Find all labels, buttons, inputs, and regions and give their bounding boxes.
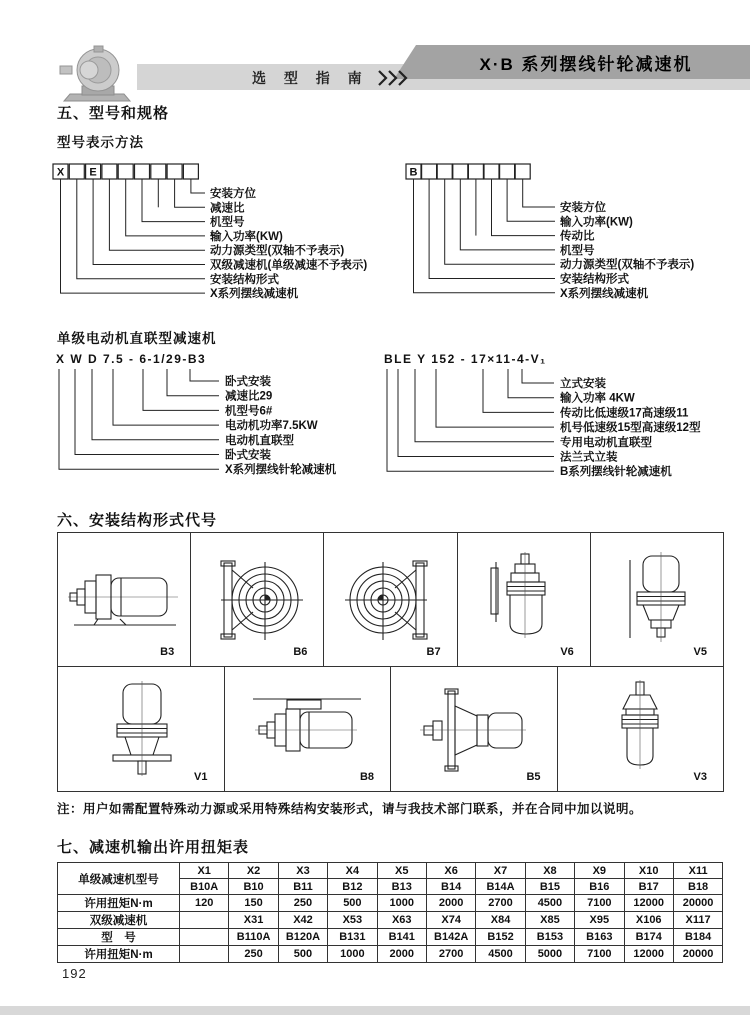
table-cell: X2 — [229, 863, 278, 879]
table-cell: X9 — [575, 863, 624, 879]
chevrons-icon — [377, 70, 411, 86]
table-cell: B131 — [328, 929, 377, 946]
mount-code-label: V5 — [693, 646, 708, 658]
table-cell: 500 — [278, 946, 327, 963]
table-cell: B174 — [624, 929, 673, 946]
x-series-code-diagram — [50, 155, 385, 305]
table-cell: X5 — [377, 863, 426, 879]
table-cell: 2000 — [426, 895, 475, 912]
svg-text:X系列摆线减速机: X系列摆线减速机 — [210, 288, 299, 301]
svg-text:电动机功率7.5KW: 电动机功率7.5KW — [225, 420, 318, 433]
table-cell: X95 — [575, 912, 624, 929]
table-cell: 12000 — [624, 946, 673, 963]
table-cell: 4500 — [476, 946, 525, 963]
model-method-subheading: 型号表示方法 — [57, 135, 144, 150]
svg-text:安装方位: 安装方位 — [560, 202, 606, 214]
table-cell: B14 — [426, 879, 475, 895]
table-cell: 1000 — [377, 895, 426, 912]
mount-cell-V1 — [58, 667, 224, 791]
svg-text:专用电动机直联型: 专用电动机直联型 — [560, 436, 652, 449]
table-cell: X42 — [278, 912, 327, 929]
svg-text:X: X — [56, 166, 65, 179]
guide-label: 选 型 指 南 — [252, 70, 369, 86]
mount-drawing-V6 — [464, 550, 584, 650]
table-cell: 250 — [278, 895, 327, 912]
mount-drawing-V3 — [580, 679, 700, 779]
table-cell: B12 — [328, 879, 377, 895]
table-cell: 12000 — [624, 895, 673, 912]
mount-cell-B7 — [323, 533, 456, 666]
svg-text:安装结构形式: 安装结构形式 — [210, 273, 279, 286]
svg-text:BLE Y 152 - 17×11-4-V₁: BLE Y 152 - 17×11-4-V₁ — [384, 352, 547, 366]
table-cell: X11 — [673, 863, 722, 879]
mount-code-label: V1 — [194, 771, 208, 783]
svg-text:输入功率(KW): 输入功率(KW) — [210, 230, 283, 243]
mount-cell-B5 — [390, 667, 557, 791]
mount-code-label: B3 — [160, 646, 175, 658]
svg-text:减速比29: 减速比29 — [225, 390, 273, 403]
mount-drawing-B6 — [197, 550, 317, 650]
table-cell: 许用扭矩N·m — [58, 895, 180, 912]
torque-table — [57, 862, 723, 963]
table-cell: X10 — [624, 863, 673, 879]
mount-code-label: B7 — [426, 646, 441, 658]
svg-text:机号低速级15型高速级12型: 机号低速级15型高速级12型 — [560, 422, 701, 435]
note-text: 注：用户如需配置特殊动力源或采用特殊结构安装形式，请与我技术部门联系，并在合同中加以说明。 — [57, 802, 643, 816]
mount-drawing-V1 — [81, 679, 201, 779]
table-cell: B141 — [377, 929, 426, 946]
svg-text:传动比: 传动比 — [560, 230, 595, 243]
table-cell: 2700 — [476, 895, 525, 912]
table-cell: 20000 — [673, 946, 722, 963]
table-cell: X84 — [476, 912, 525, 929]
page-title: X·B 系列摆线针轮减速机 — [479, 55, 693, 74]
table-cell: B120A — [278, 929, 327, 946]
table-cell — [180, 946, 229, 963]
table-cell: 250 — [229, 946, 278, 963]
reducer-photo — [58, 42, 138, 106]
table-cell: B10 — [229, 879, 278, 895]
table-cell: 7100 — [575, 895, 624, 912]
svg-text:传动比低速级17高速级11: 传动比低速级17高速级11 — [560, 407, 689, 420]
table-cell: B142A — [426, 929, 475, 946]
table-cell: 5000 — [525, 946, 574, 963]
svg-text:输入功率(KW): 输入功率(KW) — [560, 216, 633, 229]
table-cell: X3 — [278, 863, 327, 879]
table-cell: 双级减速机 — [58, 912, 180, 929]
svg-text:X系列摆线针轮减速机: X系列摆线针轮减速机 — [225, 464, 337, 477]
svg-text:B: B — [409, 166, 418, 179]
b-series-code-diagram — [378, 155, 738, 305]
table-cell: B152 — [476, 929, 525, 946]
svg-text:X W D 7.5 - 6-1/29-B3: X W D 7.5 - 6-1/29-B3 — [56, 352, 207, 366]
mount-cell-B8 — [224, 667, 391, 791]
svg-text:机型号6#: 机型号6# — [225, 405, 273, 418]
mount-cell-V3 — [557, 667, 724, 791]
svg-text:动力源类型(双轴不予表示): 动力源类型(双轴不予表示) — [210, 245, 345, 258]
ble-example-diagram — [378, 350, 743, 478]
table-cell: X63 — [377, 912, 426, 929]
mount-cell-B3 — [58, 533, 190, 666]
table-cell: 1000 — [328, 946, 377, 963]
table-cell: X7 — [476, 863, 525, 879]
mount-code-label: V6 — [560, 646, 574, 658]
svg-text:动力源类型(双轴不予表示): 动力源类型(双轴不予表示) — [560, 259, 695, 272]
table-cell: X31 — [229, 912, 278, 929]
mount-drawing-B8 — [247, 679, 367, 779]
table-cell: 4500 — [525, 895, 574, 912]
svg-text:E: E — [89, 166, 97, 179]
table-cell: X117 — [673, 912, 722, 929]
guide-label-group — [252, 66, 411, 90]
table-cell: B163 — [575, 929, 624, 946]
mount-code-label: B8 — [359, 771, 374, 783]
mount-code-label: B6 — [293, 646, 308, 658]
table-cell: X74 — [426, 912, 475, 929]
table-cell: 许用扭矩N·m — [58, 946, 180, 963]
table-cell — [180, 929, 229, 946]
svg-text:安装方位: 安装方位 — [210, 188, 256, 200]
mount-drawing-B7 — [331, 550, 451, 650]
svg-text:安装结构形式: 安装结构形式 — [560, 273, 629, 286]
mount-drawing-V5 — [597, 550, 717, 650]
table-cell: 单级减速机型号 — [58, 863, 180, 895]
table-cell: X4 — [328, 863, 377, 879]
mount-drawing-B3 — [64, 550, 184, 650]
mount-cell-V5 — [590, 533, 723, 666]
table-cell: 120 — [180, 895, 229, 912]
mounting-grid-row-top — [58, 533, 723, 666]
svg-text:减速比: 减速比 — [210, 202, 245, 215]
table-cell: 150 — [229, 895, 278, 912]
section-direct-heading: 单级电动机直联型减速机 — [57, 331, 217, 346]
table-cell: 型 号 — [58, 929, 180, 946]
table-cell — [180, 912, 229, 929]
table-cell: 20000 — [673, 895, 722, 912]
svg-text:双级减速机(单级减速不予表示): 双级减速机(单级减速不予表示) — [210, 259, 368, 272]
table-cell: 500 — [328, 895, 377, 912]
table-cell: X53 — [328, 912, 377, 929]
section-torque-heading: 七、减速机输出许用扭矩表 — [57, 839, 250, 856]
table-cell: B18 — [673, 879, 722, 895]
svg-text:输入功率 4KW: 输入功率 4KW — [560, 392, 635, 405]
table-cell: B110A — [229, 929, 278, 946]
table-cell: B11 — [278, 879, 327, 895]
page-number: 192 — [62, 966, 87, 981]
table-cell: B13 — [377, 879, 426, 895]
table-cell: B14A — [476, 879, 525, 895]
mount-code-label: V3 — [693, 771, 707, 783]
table-cell: 7100 — [575, 946, 624, 963]
mounting-grid — [57, 532, 724, 792]
table-cell: 2700 — [426, 946, 475, 963]
section-model-heading: 五、型号和规格 — [57, 105, 170, 122]
table-cell: B10A — [180, 879, 229, 895]
table-cell: B153 — [525, 929, 574, 946]
svg-text:立式安装: 立式安装 — [560, 378, 606, 390]
svg-text:X系列摆线减速机: X系列摆线减速机 — [560, 287, 649, 300]
table-cell: X6 — [426, 863, 475, 879]
table-cell: B16 — [575, 879, 624, 895]
xwd-example-diagram — [50, 350, 385, 478]
table-cell: B15 — [525, 879, 574, 895]
mount-drawing-B5 — [414, 679, 534, 779]
svg-text:机型号: 机型号 — [560, 244, 595, 257]
section-mounting-heading: 六、安装结构形式代号 — [57, 512, 218, 529]
table-cell: X85 — [525, 912, 574, 929]
svg-text:卧式安装: 卧式安装 — [225, 376, 271, 388]
svg-text:法兰式立装: 法兰式立装 — [560, 451, 618, 464]
mount-code-label: B5 — [526, 771, 541, 783]
mounting-grid-row-bottom — [58, 666, 723, 791]
footer-bar — [0, 1006, 750, 1015]
table-cell: X1 — [180, 863, 229, 879]
mount-cell-V6 — [457, 533, 590, 666]
table-cell: X106 — [624, 912, 673, 929]
svg-text:电动机直联型: 电动机直联型 — [225, 434, 294, 447]
table-cell: 2000 — [377, 946, 426, 963]
table-cell: B17 — [624, 879, 673, 895]
svg-text:B系列摆线针轮减速机: B系列摆线针轮减速机 — [560, 466, 672, 478]
mount-cell-B6 — [190, 533, 323, 666]
svg-text:卧式安装: 卧式安装 — [225, 449, 271, 462]
table-cell: X8 — [525, 863, 574, 879]
svg-text:机型号: 机型号 — [210, 216, 245, 229]
table-cell: B184 — [673, 929, 722, 946]
